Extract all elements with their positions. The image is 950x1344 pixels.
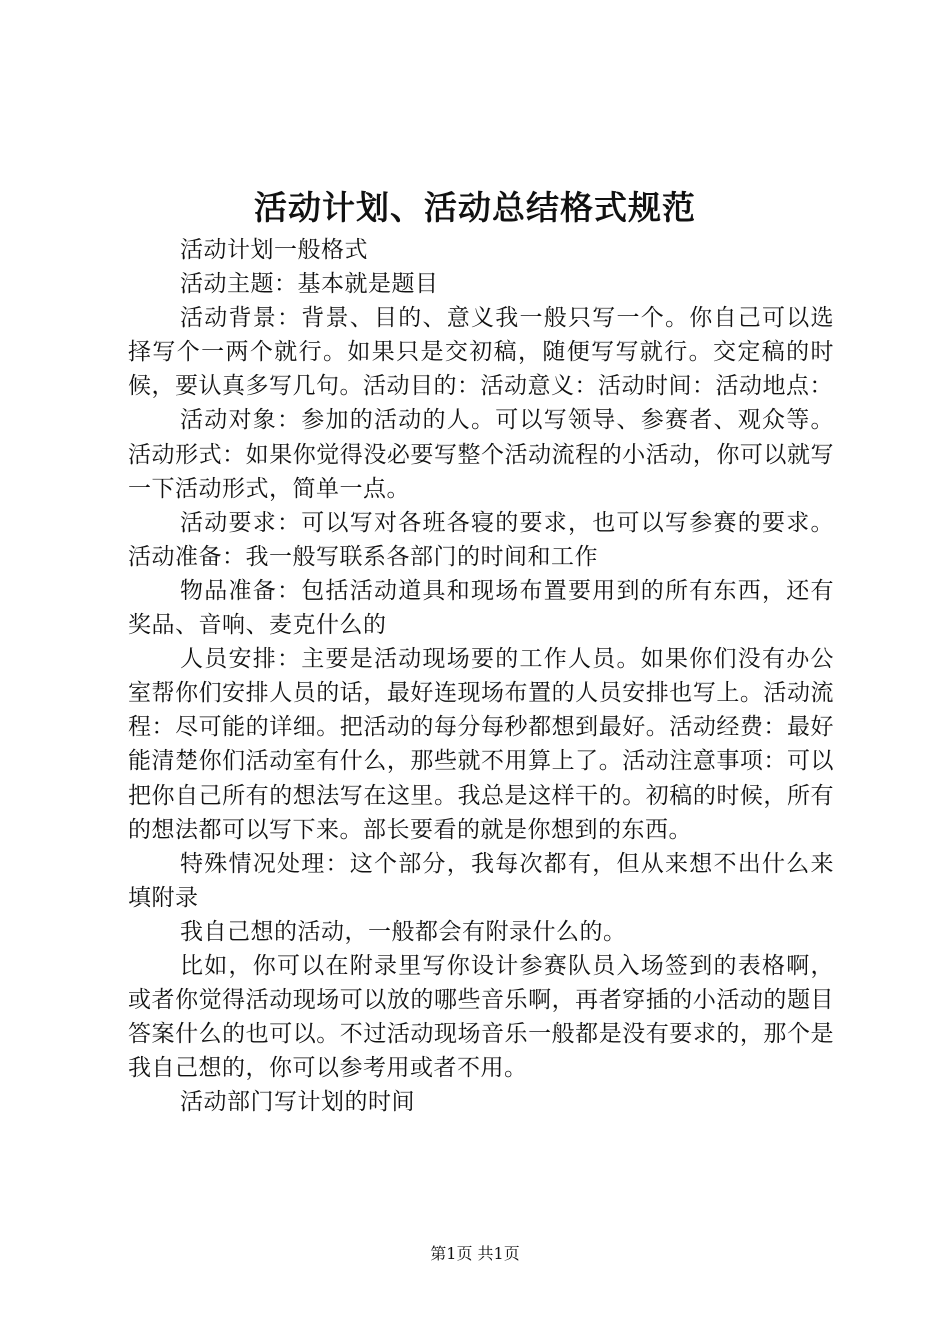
paragraph: 活动要求：可以写对各班各寝的要求，也可以写参赛的要求。活动准备：我一般写联系各部门的时间和工作 (128, 509, 834, 570)
paragraph: 比如，你可以在附录里写你设计参赛队员入场签到的表格啊，或者你觉得活动现场可以放的哪些音乐啊，再者穿插的小活动的题目答案什么的也可以。不过活动现场音乐一般都是没有要求的，那个是我自己想的，你可以参考用或者不用。 (128, 952, 834, 1082)
paragraph: 活动计划一般格式 (180, 237, 368, 263)
paragraph: 特殊情况处理：这个部分，我每次都有，但从来想不出什么来填附录 (128, 850, 834, 911)
document-title: 活动计划、活动总结格式规范 (254, 188, 696, 227)
paragraph: 活动对象：参加的活动的人。可以写领导、参赛者、观众等。活动形式：如果你觉得没必要写整个活动流程的小活动，你可以就写一下活动形式，简单一点。 (128, 407, 834, 502)
paragraph: 我自己想的活动，一般都会有附录什么的。 (180, 918, 627, 945)
paragraph: 物品准备：包括活动道具和现场布置要用到的所有东西，还有奖品、音响、麦克什么的 (128, 577, 834, 639)
paragraph: 活动主题：基本就是题目 (180, 271, 439, 298)
document-body (128, 233, 834, 1119)
paragraph: 活动背景：背景、目的、意义我一般只写一个。你自己可以选择写个一两个就行。如果只是交初稿，随便写写就行。交定稿的时候，要认真多写几句。活动目的：活动意义：活动时间：活动地点： (128, 305, 834, 400)
paragraph: 活动部门写计划的时间 (180, 1089, 415, 1116)
page-footer: 第1页 共1页 (430, 1244, 520, 1263)
paragraph: 人员安排：主要是活动现场要的工作人员。如果你们没有办公室帮你们安排人员的话，最好连现场布置的人员安排也写上。活动流程：尽可能的详细。把活动的每分每秒都想到最好。活动经费：最好能清楚你们活动室有什么，那些就不用算上了。活动注意事项：可以把你自己所有的想法写在这里。我总是这样干的。初稿的时候，所有的想法都可以写下来。部长要看的就是你想到的东西。 (128, 646, 834, 843)
